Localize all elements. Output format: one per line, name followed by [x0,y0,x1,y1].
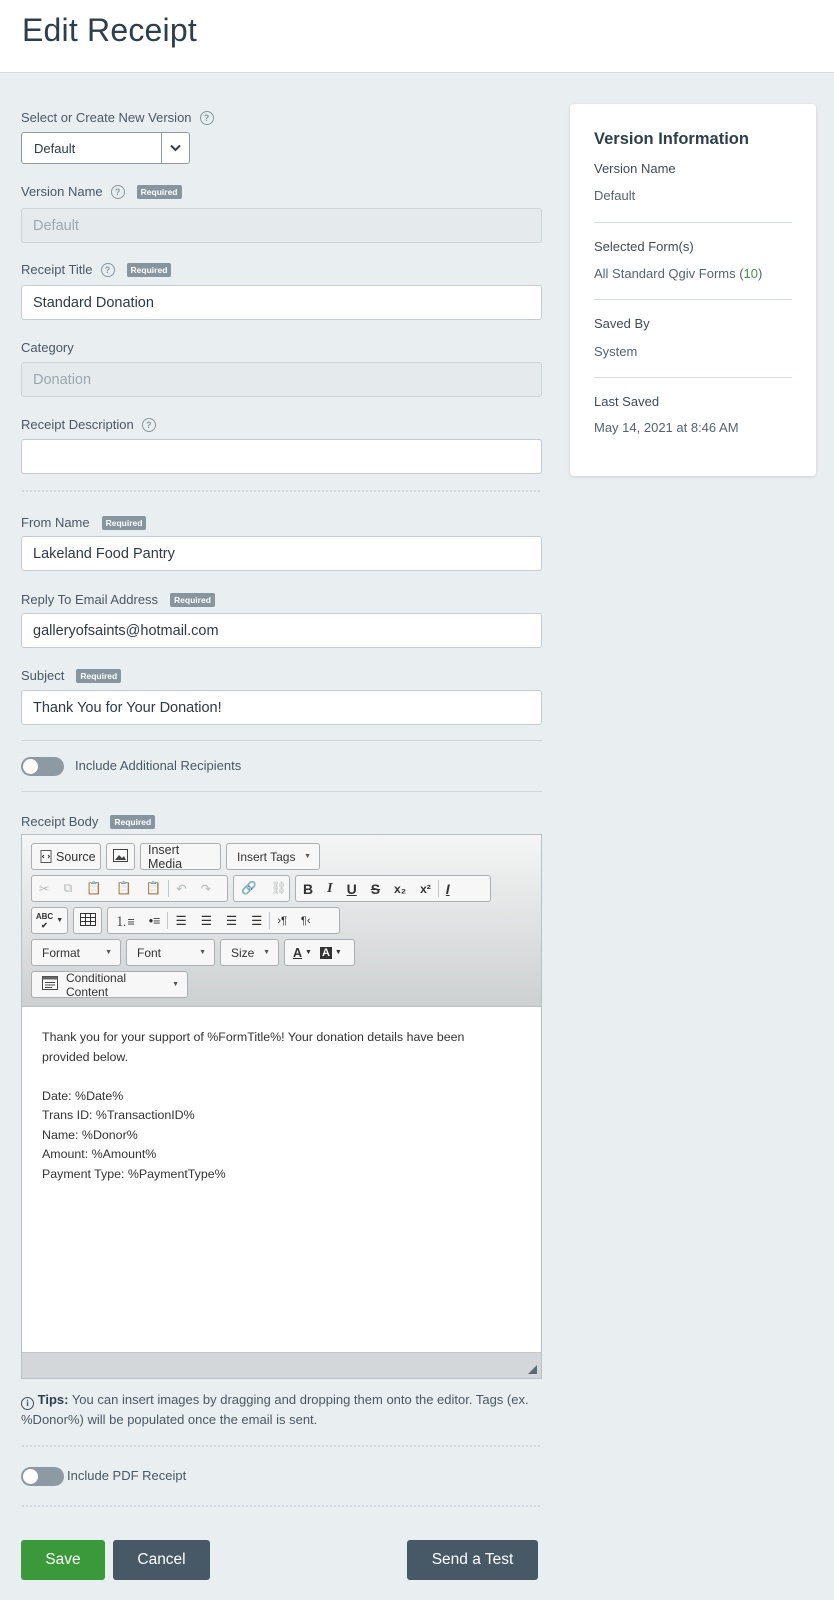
required-badge: Required [110,815,155,829]
insert-media-button[interactable] [140,843,221,870]
editor-content[interactable]: Thank you for your support of %FormTitle%! Your donation details have been provided below. Date: %Date% Trans ID: %TransactionID% Name: %Donor% Amount: %Amount% Payment Type: %PaymentType% [42,1030,465,1181]
version-name-key: Version Name [594,161,676,176]
section-divider [21,489,542,494]
from-name-input[interactable] [21,536,542,571]
last-saved-key: Last Saved [594,394,660,409]
rtl-icon[interactable]: ¶‹ [300,914,311,927]
chevron-down-icon[interactable] [161,133,189,163]
required-badge: Required [76,669,121,683]
divider [594,222,792,223]
align-right-icon[interactable]: ☰ [225,914,238,928]
tips-body: You can insert images by dragging and dropping them onto the editor. Tags (ex. %Donor%) will be populated once the email is sent. [21,1392,529,1427]
unlink-icon[interactable]: ⛓ [270,881,287,895]
paste-icon[interactable]: 📋 [86,881,102,895]
font-dropdown[interactable] [126,939,215,966]
redo-icon[interactable]: ↷ [200,882,212,896]
tips-bold: Tips: [37,1392,69,1407]
remove-format-icon[interactable]: I [445,880,450,897]
dropdown-arrow-icon: ▼ [304,853,311,860]
spellcheck-icon: ABC ✔ [35,911,54,930]
conditional-content-icon [42,976,58,993]
help-icon[interactable]: ? [101,263,115,277]
selected-forms-value [594,266,762,281]
receipt-description-input[interactable] [21,439,542,474]
version-name-value: Default [594,188,636,203]
divider [21,791,542,792]
paragraph-group [107,907,340,934]
help-icon[interactable]: ? [200,111,214,125]
insert-media-label: Insert Media [148,842,183,871]
send-test-button[interactable]: Send a Test [407,1540,538,1580]
help-icon[interactable]: ? [142,418,156,432]
reply-to-input[interactable] [21,613,542,648]
color-group [284,939,355,966]
divider [594,299,792,300]
page-title: Edit Receipt [22,12,197,48]
receipt-description-label [21,417,156,432]
version-name-label-text: Version Name [21,184,103,199]
dropdown-arrow-icon: ▼ [56,917,64,924]
receipt-title-input[interactable] [21,285,542,320]
selected-forms-text: All Standard Qgiv Forms ( [594,266,744,281]
from-name-label [21,515,146,530]
rich-text-editor[interactable] [21,834,542,1379]
image-icon [113,849,128,865]
version-name-value: Default [33,217,79,234]
receipt-body-label-text: Receipt Body [21,814,99,829]
help-icon[interactable]: ? [111,185,125,199]
selected-forms-close: ) [758,266,763,281]
subscript-icon[interactable]: x₂ [394,881,407,896]
additional-recipients-toggle[interactable] [21,757,64,776]
reply-to-label [21,592,215,607]
text-color-icon[interactable]: A ▼ [293,945,312,960]
category-label-text: Category [21,340,74,355]
save-button[interactable]: Save [21,1540,105,1580]
size-label: Size [231,945,255,960]
section-divider [21,1504,542,1509]
insert-tags-dropdown[interactable] [226,843,320,870]
size-dropdown[interactable] [220,939,279,966]
copy-icon[interactable]: ⧉ [63,881,73,895]
page-header [0,0,834,73]
editor-resize-handle[interactable] [22,1352,541,1378]
table-icon [80,913,96,929]
cut-icon[interactable]: ✂ [39,882,50,896]
superscript-icon[interactable]: x² [420,881,431,896]
conditional-content-dropdown[interactable] [31,971,188,998]
image-button[interactable] [106,843,135,870]
format-dropdown[interactable] [31,939,121,966]
source-icon [32,844,54,869]
required-badge: Required [137,185,182,199]
required-badge: Required [127,263,172,277]
category-value: Donation [33,371,92,388]
divider [21,740,542,741]
background-color-icon[interactable]: A ▼ [321,946,342,959]
link-icon[interactable]: 🔗 [241,881,257,895]
receipt-title-label-text: Receipt Title [21,262,93,277]
version-information-panel [570,104,816,476]
format-label: Format [42,945,81,960]
selected-forms-count[interactable]: 10 [743,266,759,281]
paste-text-icon[interactable]: 📋 [116,881,132,895]
paste-word-icon[interactable]: 📋 [145,881,162,895]
version-name-label [21,184,182,199]
divider [594,377,792,378]
strikethrough-icon[interactable]: S [370,880,381,897]
version-select[interactable] [21,132,190,164]
source-label: Source [56,849,96,864]
align-center-icon[interactable]: ☰ [200,914,212,928]
font-label: Font [137,945,162,960]
undo-icon[interactable]: ↶ [176,882,187,896]
dropdown-arrow-icon: ▼ [263,949,270,956]
pdf-receipt-toggle[interactable] [21,1467,64,1486]
version-select-label-text: Select or Create New Version [21,110,192,125]
editor-toolbar [22,835,541,1007]
saved-by-key: Saved By [594,316,650,331]
category-label [21,340,74,355]
subject-value: Thank You for Your Donation! [33,699,222,716]
bold-icon[interactable]: B [303,880,314,897]
from-name-value: Lakeland Food Pantry [33,545,175,562]
dropdown-arrow-icon: ▼ [105,949,112,956]
info-icon: i [21,1397,34,1410]
reply-to-label-text: Reply To Email Address [21,592,159,607]
bulleted-list-icon[interactable]: •≡ [148,913,161,928]
reply-to-value: galleryofsaints@hotmail.com [33,622,219,639]
table-button[interactable] [73,907,102,934]
receipt-title-label [21,262,171,277]
selected-forms-key: Selected Form(s) [594,239,694,254]
conditional-content-label: Conditional Content [66,970,127,999]
ltr-icon[interactable]: ›¶ [277,914,287,927]
required-badge: Required [102,516,147,530]
italic-icon[interactable]: I [327,880,333,896]
align-left-icon[interactable]: ☰ [175,914,187,928]
subject-input[interactable] [21,690,542,725]
dropdown-arrow-icon: ▼ [172,981,179,988]
additional-recipients-label: Include Additional Recipients [75,758,242,773]
panel-title: Version Information [594,130,749,148]
subject-label-text: Subject [21,668,65,683]
underline-icon[interactable]: U [346,880,357,897]
insert-tags-label: Insert Tags [237,849,296,864]
source-button[interactable] [31,843,101,870]
receipt-title-value: Standard Donation [33,294,154,311]
clipboard-group [31,875,228,902]
category-input[interactable] [21,362,542,397]
saved-by-value: System [594,344,638,359]
from-name-label-text: From Name [21,515,90,530]
text-style-group [295,875,491,902]
tips-text [21,1390,541,1429]
receipt-description-label-text: Receipt Description [21,417,134,432]
section-divider [21,1444,542,1449]
pdf-receipt-label: Include PDF Receipt [67,1468,187,1483]
subject-label [21,668,121,683]
spellcheck-button[interactable] [31,907,68,934]
cancel-button[interactable]: Cancel [113,1540,210,1580]
last-saved-value: May 14, 2021 at 8:46 AM [594,420,739,435]
version-select-label [21,110,214,125]
receipt-body-label [21,814,155,829]
link-group [233,875,290,902]
version-select-value: Default [34,140,76,156]
justify-icon[interactable]: ☰ [251,914,263,928]
numbered-list-icon[interactable]: ⒈≡ [115,914,135,929]
required-badge: Required [170,593,215,607]
dropdown-arrow-icon: ▼ [199,949,206,956]
version-name-input[interactable] [21,208,542,243]
